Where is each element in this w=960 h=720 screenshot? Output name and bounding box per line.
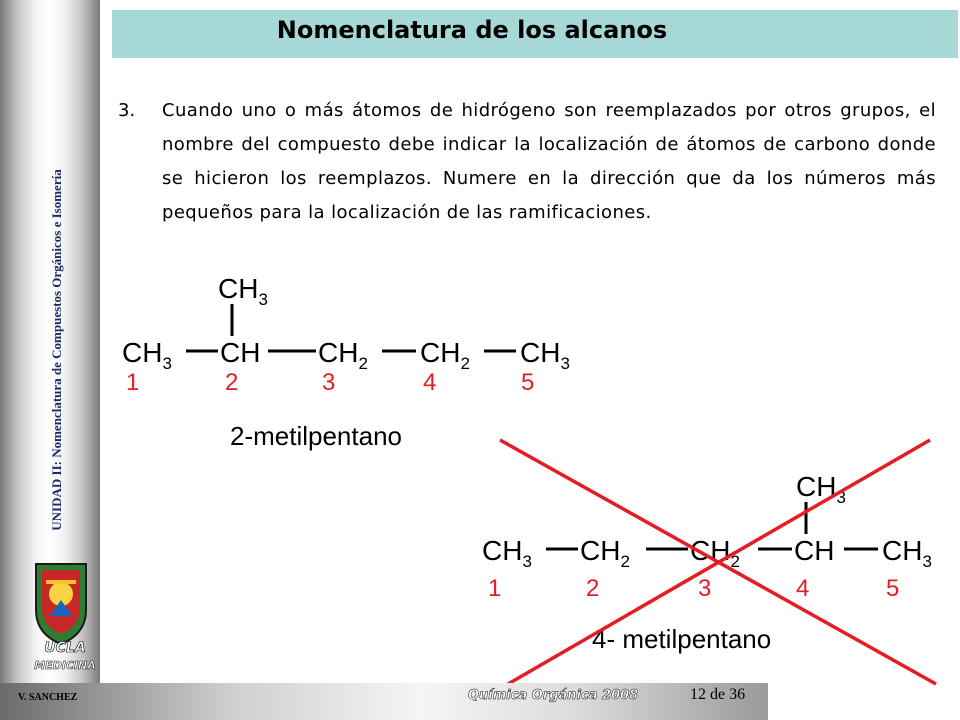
carbon-number-3: 3 xyxy=(322,369,336,396)
rule-number: 3. xyxy=(118,100,136,121)
compound-name-correct: 2-metilpentano xyxy=(230,421,402,451)
chain-group-1: $CH_3$ xyxy=(122,337,172,373)
chain-group-1: $CH_3$ xyxy=(482,535,532,571)
logo-name: UCLA xyxy=(44,640,86,656)
carbon-number-1: 1 xyxy=(488,575,502,602)
chain-group-4: CH xyxy=(794,535,835,566)
branch-group: $CH_3$ xyxy=(218,273,268,309)
vertical-unit-topic: Nomenclatura de Compuestos Orgánicos e Isomería xyxy=(49,169,64,458)
carbon-number-3: 3 xyxy=(698,575,712,602)
chain-group-2: $CH_2$ xyxy=(580,535,630,571)
footer-page-number: 12 de 36 xyxy=(690,686,746,703)
branch-group: $CH_3$ xyxy=(796,471,846,507)
chain-group-5: $CH_3$ xyxy=(520,337,570,373)
carbon-number-4: 4 xyxy=(796,575,810,602)
structure-correct xyxy=(122,273,570,451)
structure-wrong xyxy=(482,440,936,684)
chain-group-3: $CH_2$ xyxy=(318,337,368,373)
chain-group-5: $CH_3$ xyxy=(882,535,932,571)
page-title: Nomenclatura de los alcanos xyxy=(276,16,668,44)
compound-name-wrong: 4- metilpentano xyxy=(592,624,772,654)
carbon-number-4: 4 xyxy=(423,369,437,396)
carbon-number-2: 2 xyxy=(586,575,600,602)
footer-bar xyxy=(0,683,768,720)
chain-group-2: CH xyxy=(220,337,261,368)
chain-group-3: $CH_2$ xyxy=(690,535,740,571)
vertical-unit-number: UNIDAD II: xyxy=(49,457,64,531)
logo-subtitle: MEDICINA xyxy=(34,659,96,672)
carbon-number-1: 1 xyxy=(126,369,140,396)
carbon-number-5: 5 xyxy=(886,575,900,602)
chain-group-4: $CH_2$ xyxy=(420,337,470,373)
rule-text: Cuando uno o más átomos de hidrógeno son reemplazados por otros grupos, el nombre del compuesto debe indicar la localización de átomos de carbono donde se hicieron los reemplazos. Numere en la dirección que da los números más pequeños para la localización de las ramificaciones. xyxy=(162,100,936,223)
footer-course: Química Orgánica 2008 xyxy=(468,688,639,703)
carbon-number-5: 5 xyxy=(521,369,535,396)
carbon-number-2: 2 xyxy=(225,369,239,396)
footer-author: V. SANCHEZ xyxy=(18,692,78,703)
